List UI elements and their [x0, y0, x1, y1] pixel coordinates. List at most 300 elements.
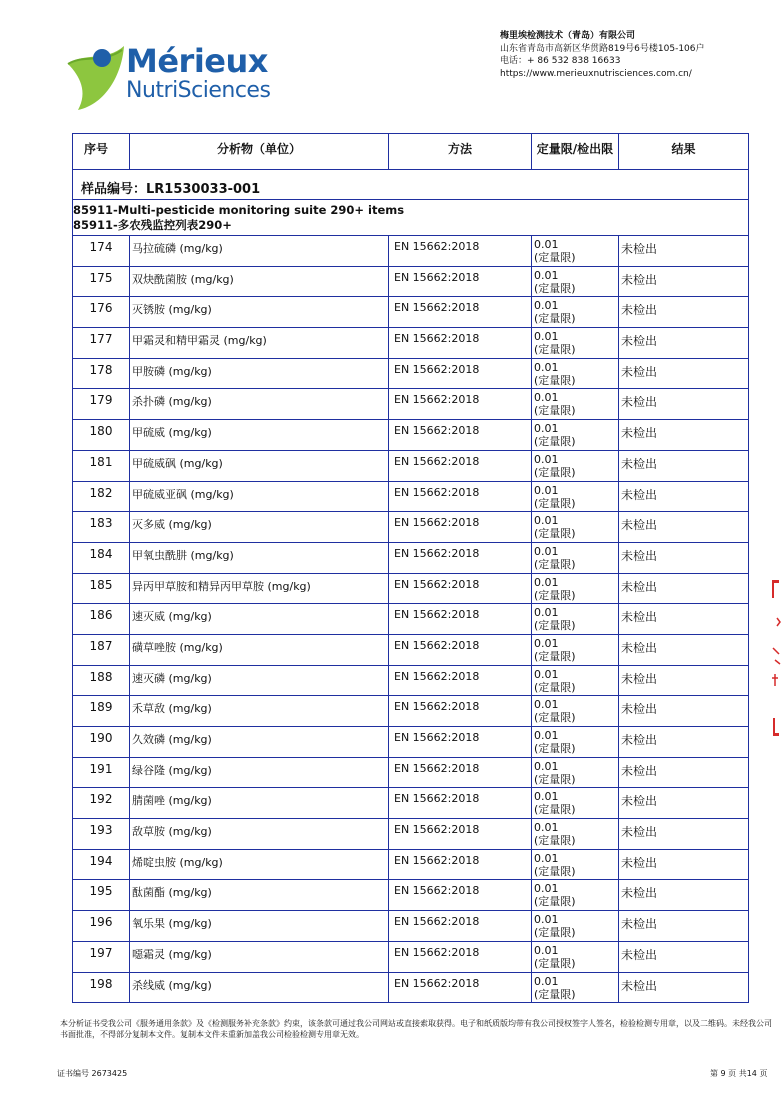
result-value: 未检出: [621, 518, 658, 533]
result-value: 未检出: [621, 548, 658, 563]
cell-method: [389, 542, 532, 573]
cell-method: [389, 604, 532, 635]
result-value: 未检出: [621, 334, 658, 349]
cell-result: [619, 788, 749, 819]
result-value: 未检出: [621, 886, 658, 901]
cell-result: [619, 236, 749, 267]
cell-analyte: [130, 328, 389, 359]
loq-note: (定量限): [534, 649, 576, 663]
loq-note: (定量限): [534, 373, 576, 387]
cell-analyte: [130, 604, 389, 635]
loq-value: 0.01: [534, 821, 559, 835]
cell-analyte: [130, 450, 389, 481]
row-number: 181: [89, 454, 113, 469]
result-value: 未检出: [621, 702, 658, 717]
cell-method: [389, 727, 532, 758]
cell-no: [73, 849, 130, 880]
row-number: 195: [89, 884, 113, 899]
result-value: 未检出: [621, 733, 658, 747]
cell-result: [619, 297, 749, 328]
cell-no: [73, 757, 130, 788]
method-name: EN 15662:2018: [394, 761, 480, 775]
cell-method: [389, 972, 532, 1003]
method-name: EN 15662:2018: [394, 638, 480, 652]
cell-analyte: [130, 389, 389, 420]
loq-note: (定量限): [534, 435, 576, 449]
merieux-logo: [66, 40, 276, 112]
cell-analyte: [130, 788, 389, 819]
table-row: [73, 328, 749, 359]
method-name: EN 15662:2018: [394, 454, 480, 468]
analyte-name: 甲硫威砜 (mg/kg): [132, 456, 223, 470]
table-row: [73, 604, 749, 635]
method-name: EN 15662:2018: [394, 915, 480, 929]
loq-note: (定量限): [534, 834, 576, 848]
suite-title: [73, 200, 749, 236]
result-value: 未检出: [621, 456, 658, 471]
table-row: [73, 788, 749, 819]
result-value: 未检出: [621, 640, 658, 655]
analyte-name: 烯啶虫胺 (mg/kg): [132, 855, 223, 869]
row-number: 174: [89, 240, 113, 254]
method-name: EN 15662:2018: [394, 424, 480, 438]
analyte-name: 禾草敌 (mg/kg): [132, 702, 212, 716]
brand-line2: NutriSciences: [126, 78, 271, 103]
loq-value: 0.01: [534, 636, 559, 650]
loq-value: 0.01: [534, 790, 559, 804]
analyte-name: 氧乐果 (mg/kg): [132, 917, 212, 931]
method-name: EN 15662:2018: [394, 362, 480, 376]
loq-value: 0.01: [534, 759, 559, 773]
analyte-name: 腈菌唑 (mg/kg): [132, 794, 212, 808]
result-value: 未检出: [621, 763, 658, 778]
result-value: 未检出: [621, 978, 658, 993]
cell-loq: [532, 849, 619, 880]
analyte-name: 甲硫威 (mg/kg): [132, 426, 212, 440]
cell-result: [619, 420, 749, 451]
table-row: [73, 297, 749, 328]
cell-loq: [532, 788, 619, 819]
analyte-name: 磺草唑胺 (mg/kg): [132, 640, 223, 654]
cell-no: [73, 911, 130, 942]
loq-note: (定量限): [534, 527, 576, 541]
analyte-name: 灭多威 (mg/kg): [132, 518, 212, 532]
loq-note: (定量限): [534, 251, 576, 264]
cell-no: [73, 389, 130, 420]
cell-no: [73, 358, 130, 389]
loq-note: (定量限): [534, 496, 576, 510]
loq-note: (定量限): [534, 557, 576, 571]
result-value: 未检出: [621, 487, 658, 502]
loq-note: (定量限): [534, 742, 576, 755]
cell-method: [389, 819, 532, 850]
analyte-name: 绿谷隆 (mg/kg): [132, 763, 212, 777]
cell-result: [619, 727, 749, 758]
disclaimer-text: 本分析证书受我公司《服务通用条款》及《检测服务补充条款》约束，该条款可通过我公司网站或直接索取获得。电子和纸质版均带有我公司授权签字人签名，检验检测专用章，以及二维码。未经我公司书面批准，不得部分复制本文件。复制本文件未重新加盖我公司检验检测专用章无效。: [60, 1019, 772, 1039]
cell-analyte: [130, 757, 389, 788]
cell-loq: [532, 481, 619, 512]
result-value: 未检出: [621, 610, 658, 625]
analyte-name: 甲氧虫酰肼 (mg/kg): [132, 548, 234, 562]
result-value: 未检出: [621, 242, 658, 256]
company-address: 山东省青岛市高新区华贯路819号6号楼105-106户: [500, 43, 705, 54]
cell-result: [619, 358, 749, 389]
table-row: [73, 727, 749, 758]
cell-analyte: [130, 727, 389, 758]
table-row: [73, 911, 749, 942]
loq-value: 0.01: [534, 913, 559, 927]
cell-loq: [532, 420, 619, 451]
cell-result: [619, 696, 749, 727]
analyte-name: 速灭威 (mg/kg): [132, 610, 212, 624]
method-name: EN 15662:2018: [394, 945, 480, 959]
sample-number: 样品编号：LR1530033-001: [73, 170, 749, 200]
row-number: 179: [89, 393, 113, 408]
cell-no: [73, 634, 130, 665]
result-value: 未检出: [621, 917, 658, 932]
cell-analyte: [130, 358, 389, 389]
cell-result: [619, 328, 749, 359]
loq-value: 0.01: [534, 483, 559, 497]
analyte-name: 异丙甲草胺和精异丙甲草胺 (mg/kg): [132, 579, 311, 593]
analyte-name: 久效磷 (mg/kg): [132, 733, 212, 746]
method-name: EN 15662:2018: [394, 393, 480, 407]
result-value: 未检出: [621, 579, 658, 594]
loq-value: 0.01: [534, 667, 559, 681]
cell-analyte: [130, 696, 389, 727]
cell-method: [389, 420, 532, 451]
analyte-name: 速灭磷 (mg/kg): [132, 671, 212, 685]
company-website[interactable]: https://www.merieuxnutrisciences.com.cn/: [500, 68, 692, 79]
loq-value: 0.01: [534, 943, 559, 957]
cell-loq: [532, 757, 619, 788]
table-row: [73, 573, 749, 604]
loq-value: 0.01: [534, 238, 559, 251]
cell-analyte: [130, 236, 389, 267]
loq-value: 0.01: [534, 299, 559, 313]
table-row: [73, 450, 749, 481]
cell-result: [619, 573, 749, 604]
cell-method: [389, 634, 532, 665]
cell-method: [389, 849, 532, 880]
cell-no: [73, 297, 130, 328]
cell-method: [389, 788, 532, 819]
cell-result: [619, 481, 749, 512]
method-name: EN 15662:2018: [394, 884, 480, 898]
loq-note: (定量限): [534, 619, 576, 633]
row-number: 185: [89, 577, 113, 592]
method-name: EN 15662:2018: [394, 823, 480, 837]
cell-analyte: [130, 297, 389, 328]
header-method: 方法: [389, 134, 532, 170]
cell-result: [619, 389, 749, 420]
cell-method: [389, 236, 532, 267]
company-name: 梅里埃检测技术（青岛）有限公司: [500, 31, 636, 41]
cell-loq: [532, 880, 619, 911]
row-number: 187: [89, 638, 113, 653]
cell-result: [619, 757, 749, 788]
cell-result: [619, 880, 749, 911]
cell-result: [619, 911, 749, 942]
loq-value: 0.01: [534, 268, 559, 282]
loq-note: (定量限): [534, 711, 576, 725]
table-row: [73, 358, 749, 389]
cell-loq: [532, 358, 619, 389]
cell-loq: [532, 512, 619, 543]
cell-method: [389, 941, 532, 972]
row-number: 184: [89, 546, 113, 561]
cell-analyte: [130, 634, 389, 665]
cell-method: [389, 757, 532, 788]
cell-loq: [532, 450, 619, 481]
row-number: 196: [89, 915, 113, 930]
table-row: [73, 634, 749, 665]
cell-method: [389, 481, 532, 512]
cell-analyte: [130, 911, 389, 942]
cell-method: [389, 911, 532, 942]
cell-analyte: [130, 819, 389, 850]
cell-analyte: [130, 665, 389, 696]
loq-value: 0.01: [534, 882, 559, 896]
method-name: EN 15662:2018: [394, 485, 480, 499]
cell-no: [73, 941, 130, 972]
analyte-name: 噁霜灵 (mg/kg): [132, 947, 212, 961]
result-value: 未检出: [621, 426, 658, 441]
cell-analyte: [130, 849, 389, 880]
row-number: 177: [89, 332, 113, 347]
analyte-name: 杀扑磷 (mg/kg): [132, 395, 212, 409]
cell-loq: [532, 266, 619, 297]
table-header-row: [73, 134, 749, 170]
cell-no: [73, 696, 130, 727]
loq-value: 0.01: [534, 391, 559, 405]
row-number: 191: [89, 761, 113, 776]
cell-loq: [532, 819, 619, 850]
loq-note: (定量限): [534, 281, 576, 295]
result-value: 未检出: [621, 272, 658, 287]
method-name: EN 15662:2018: [394, 546, 480, 560]
result-value: 未检出: [621, 855, 658, 870]
loq-note: (定量限): [534, 312, 576, 326]
company-phone: 电话：+ 86 532 838 16633: [500, 56, 621, 66]
loq-value: 0.01: [534, 514, 559, 528]
cell-no: [73, 481, 130, 512]
analyte-name: 甲霜灵和精甲霜灵 (mg/kg): [132, 334, 267, 348]
loq-value: 0.01: [534, 851, 559, 865]
method-name: EN 15662:2018: [394, 976, 480, 990]
method-name: EN 15662:2018: [394, 332, 480, 346]
loq-note: (定量限): [534, 956, 576, 970]
loq-note: (定量限): [534, 987, 576, 1001]
cell-no: [73, 266, 130, 297]
cell-result: [619, 542, 749, 573]
row-number: 188: [89, 669, 113, 684]
analyte-name: 敌草胺 (mg/kg): [132, 825, 212, 839]
row-number: 198: [89, 976, 113, 991]
header-analyte: 分析物（单位）: [130, 134, 389, 170]
loq-note: (定量限): [534, 588, 576, 602]
method-name: EN 15662:2018: [394, 301, 480, 315]
header-loq: 定量限/检出限: [532, 134, 619, 170]
method-name: EN 15662:2018: [394, 700, 480, 714]
cell-loq: [532, 542, 619, 573]
loq-note: (定量限): [534, 680, 576, 694]
method-name: EN 15662:2018: [394, 270, 480, 284]
cell-analyte: [130, 972, 389, 1003]
loq-value: 0.01: [534, 452, 559, 466]
table-row: [73, 819, 749, 850]
cell-analyte: [130, 941, 389, 972]
table-row: [73, 696, 749, 727]
certificate-number: 证书编号 2673425: [57, 1069, 128, 1078]
cell-no: [73, 727, 130, 758]
cell-no: [73, 542, 130, 573]
result-value: 未检出: [621, 671, 658, 686]
cell-analyte: [130, 420, 389, 451]
loq-value: 0.01: [534, 974, 559, 988]
loq-note: (定量限): [534, 343, 576, 357]
cell-analyte: [130, 481, 389, 512]
method-name: EN 15662:2018: [394, 853, 480, 867]
loq-value: 0.01: [534, 606, 559, 620]
analyte-name: 马拉硫磷 (mg/kg): [132, 242, 223, 255]
header-no: 序号: [73, 134, 130, 170]
cell-result: [619, 972, 749, 1003]
cell-loq: [532, 236, 619, 267]
analyte-name: 杀线威 (mg/kg): [132, 978, 212, 992]
row-number: 192: [89, 792, 113, 807]
cell-no: [73, 573, 130, 604]
cell-no: [73, 819, 130, 850]
suite-title-cn: 85911-多农残监控列表290+: [73, 218, 232, 232]
loq-value: 0.01: [534, 544, 559, 558]
cell-method: [389, 665, 532, 696]
cell-method: [389, 358, 532, 389]
cell-analyte: [130, 266, 389, 297]
cell-no: [73, 604, 130, 635]
loq-note: (定量限): [534, 926, 576, 940]
table-row: [73, 665, 749, 696]
result-value: 未检出: [621, 947, 658, 962]
results-table: [72, 133, 749, 1003]
result-value: 未检出: [621, 303, 658, 318]
row-number: 178: [89, 362, 113, 377]
loq-value: 0.01: [534, 698, 559, 712]
method-name: EN 15662:2018: [394, 792, 480, 806]
brand-line1: Mérieux: [126, 42, 268, 80]
analyte-name: 双炔酰菌胺 (mg/kg): [132, 272, 234, 286]
loq-note: (定量限): [534, 404, 576, 418]
row-number: 183: [89, 516, 113, 531]
cell-method: [389, 880, 532, 911]
cell-analyte: [130, 573, 389, 604]
cell-result: [619, 941, 749, 972]
cell-result: [619, 634, 749, 665]
cell-no: [73, 328, 130, 359]
leaf-logo-icon: [66, 44, 128, 110]
method-name: EN 15662:2018: [394, 577, 480, 591]
row-number: 189: [89, 700, 113, 715]
method-name: EN 15662:2018: [394, 608, 480, 622]
row-number: 194: [89, 853, 113, 868]
analyte-name: 甲胺磷 (mg/kg): [132, 364, 212, 378]
row-number: 186: [89, 608, 113, 623]
cell-result: [619, 819, 749, 850]
cell-loq: [532, 604, 619, 635]
method-name: EN 15662:2018: [394, 731, 480, 744]
method-name: EN 15662:2018: [394, 240, 480, 253]
cell-loq: [532, 911, 619, 942]
cell-loq: [532, 634, 619, 665]
cell-loq: [532, 389, 619, 420]
cell-no: [73, 236, 130, 267]
cell-method: [389, 573, 532, 604]
table-row: [73, 266, 749, 297]
table-row: [73, 542, 749, 573]
suite-row: [73, 200, 749, 236]
analyte-name: 甲硫威亚砜 (mg/kg): [132, 487, 234, 501]
cell-no: [73, 788, 130, 819]
cell-loq: [532, 696, 619, 727]
cell-method: [389, 266, 532, 297]
loq-note: (定量限): [534, 803, 576, 817]
row-number: 190: [89, 731, 113, 745]
cell-method: [389, 389, 532, 420]
loq-value: 0.01: [534, 575, 559, 589]
header-result: 结果: [619, 134, 749, 170]
cell-loq: [532, 727, 619, 758]
row-number: 180: [89, 424, 113, 439]
company-header: [500, 30, 705, 80]
loq-value: 0.01: [534, 330, 559, 344]
table-row: [73, 420, 749, 451]
sample-row: [73, 170, 749, 200]
cell-no: [73, 972, 130, 1003]
cell-no: [73, 420, 130, 451]
table-row: [73, 481, 749, 512]
cell-loq: [532, 972, 619, 1003]
loq-value: 0.01: [534, 422, 559, 436]
cell-result: [619, 450, 749, 481]
cell-no: [73, 880, 130, 911]
analyte-name: 灭锈胺 (mg/kg): [132, 303, 212, 317]
cell-result: [619, 665, 749, 696]
cell-no: [73, 450, 130, 481]
loq-value: 0.01: [534, 360, 559, 374]
result-value: 未检出: [621, 364, 658, 379]
cell-loq: [532, 941, 619, 972]
cell-result: [619, 604, 749, 635]
loq-value: 0.01: [534, 729, 559, 742]
cell-method: [389, 696, 532, 727]
table-row: [73, 757, 749, 788]
cell-no: [73, 512, 130, 543]
cell-no: [73, 665, 130, 696]
result-value: 未检出: [621, 825, 658, 840]
table-row: [73, 941, 749, 972]
row-number: 197: [89, 945, 113, 960]
cell-method: [389, 512, 532, 543]
cell-method: [389, 328, 532, 359]
row-number: 175: [89, 270, 113, 285]
cell-method: [389, 297, 532, 328]
table-row: [73, 389, 749, 420]
cell-analyte: [130, 512, 389, 543]
row-number: 182: [89, 485, 113, 500]
table-row: [73, 236, 749, 267]
analyte-name: 酞菌酯 (mg/kg): [132, 886, 212, 900]
page-number: 第 9 页 共14 页: [710, 1069, 768, 1078]
